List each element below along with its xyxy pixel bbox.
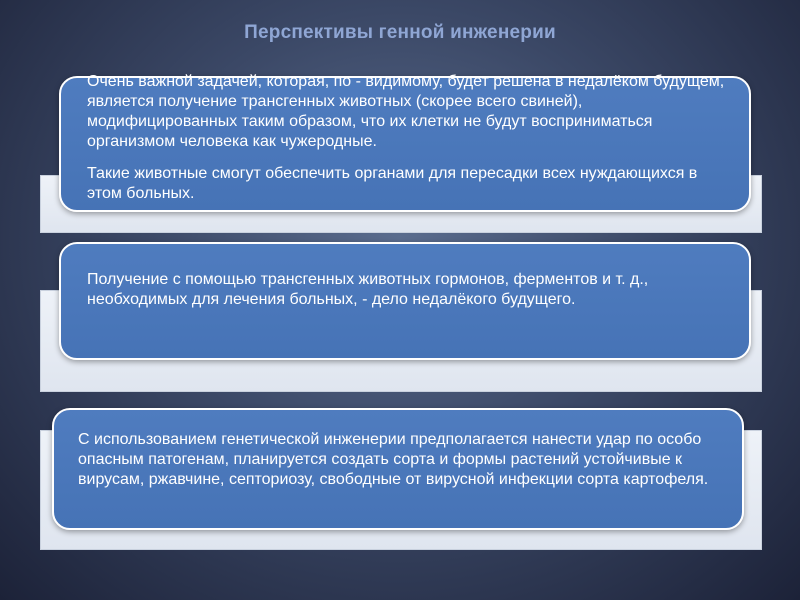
card-3-paragraph-1: С использованием генетической инженерии предполагается нанести удар по особо опасным патогенам, планируется создать сорта и формы растений устойчивые к вирусам, ржавчине, септориозу, свободные от вирусной инфекции сорта картофеля.: [78, 431, 709, 488]
card-1-paragraph-2: Такие животные смогут обеспечить органами для пересадки всех нуждающихся в этом больных.: [87, 165, 698, 202]
card-2-paragraph-1: Получение с помощью трансгенных животных гормонов, ферментов и т. д., необходимых для лечения больных, - дело недалёкого будущего.: [87, 271, 649, 308]
card-1-paragraph-1: Очень важной задачей, которая, по - видимому, будет решена в недалёком будущем, является получение трансгенных животных (скорее всего свиней), модифицированных таким образом, что их клетки не будут восприниматься организмом человека как чужеродные.: [87, 73, 725, 150]
hormones-card: [59, 242, 751, 360]
xenotransplant-card: [59, 73, 751, 212]
slide-title: Перспективы генной инженерии: [244, 22, 556, 43]
plant-resistance-card: [52, 408, 744, 530]
